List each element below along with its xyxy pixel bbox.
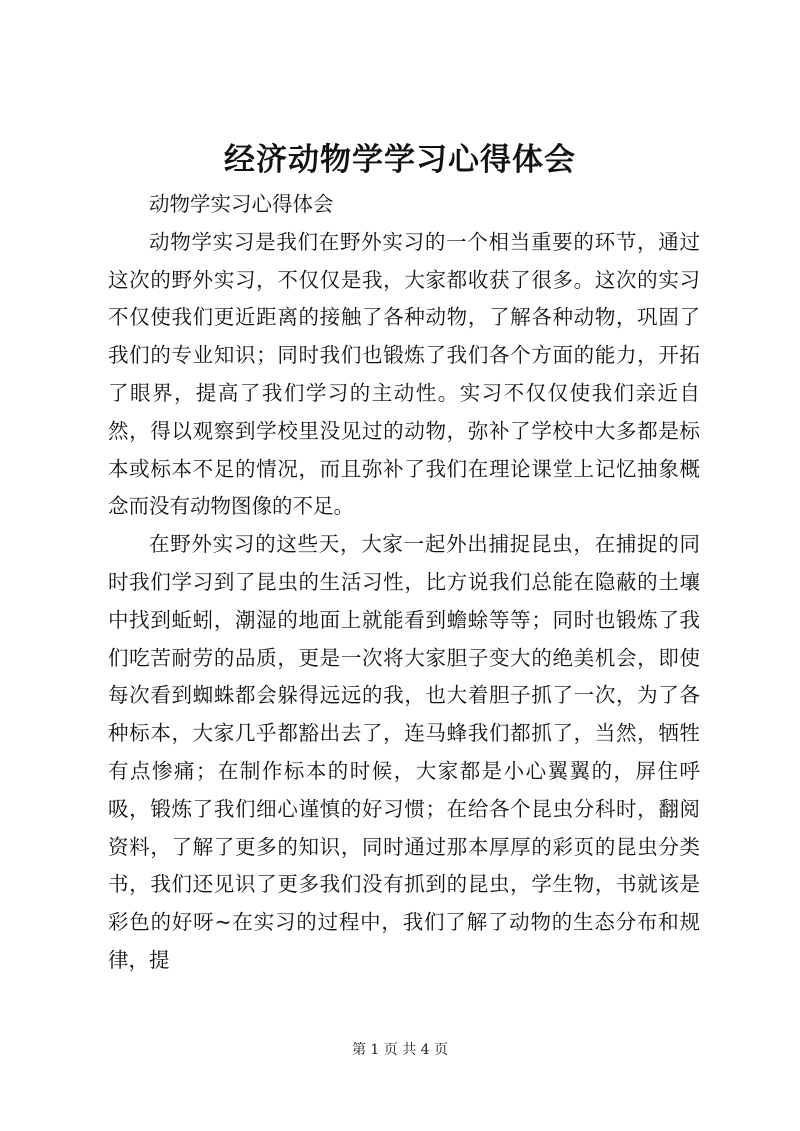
page-footer: 第 1 页 共 4 页 [351,1042,449,1058]
paragraph-2: 在野外实习的这些天，大家一起外出捕捉昆虫，在捕捉的同时我们学习到了昆虫的生活习性，比方说我们总能在隐蔽的土壤中找到蚯蚓，潮湿的地面上就能看到蟾蜍等等；同时也锻炼了我们吃苦耐劳的品质，更是一次将大家胆子变大的绝美机会，即使每次看到蜘蛛都会躲得远远的我，也大着胆子抓了一次，为了各种标本，大家几乎都豁出去了，连马蜂我们都抓了，当然，牺牲有点惨痛；在制作标本的时候，大家都是小心翼翼的，屏住呼吸，锻炼了我们细心谨慎的好习惯；在给各个昆虫分科时，翻阅资料，了解了更多的知识，同时通过那本厚厚的彩页的昆虫分类书，我们还见识了更多我们没有抓到的昆虫，学生物，书就该是彩色的好呀~在实习的过程中，我们了解了动物的生态分布和规律，提 [108,532,700,972]
document-subtitle: 动物学实习心得体会 [149,192,334,216]
document-title: 经济动物学学习心得体会 [224,142,576,178]
paragraph-1: 动物学实习是我们在野外实习的一个相当重要的环节，通过这次的野外实习，不仅仅是我，大家都收获了很多。这次的实习不仅使我们更近距离的接触了各种动物，了解各种动物，巩固了我们的专业知识；同时我们也锻炼了我们各个方面的能力，开拓了眼界，提高了我们学习的主动性。实习不仅仅使我们亲近自然，得以观察到学校里没见过的动物，弥补了学校中大多都是标本或标本不足的情况，而且弥补了我们在理论课堂上记忆抽象概念而没有动物图像的不足。 [108,229,700,519]
document-body [108,186,700,980]
